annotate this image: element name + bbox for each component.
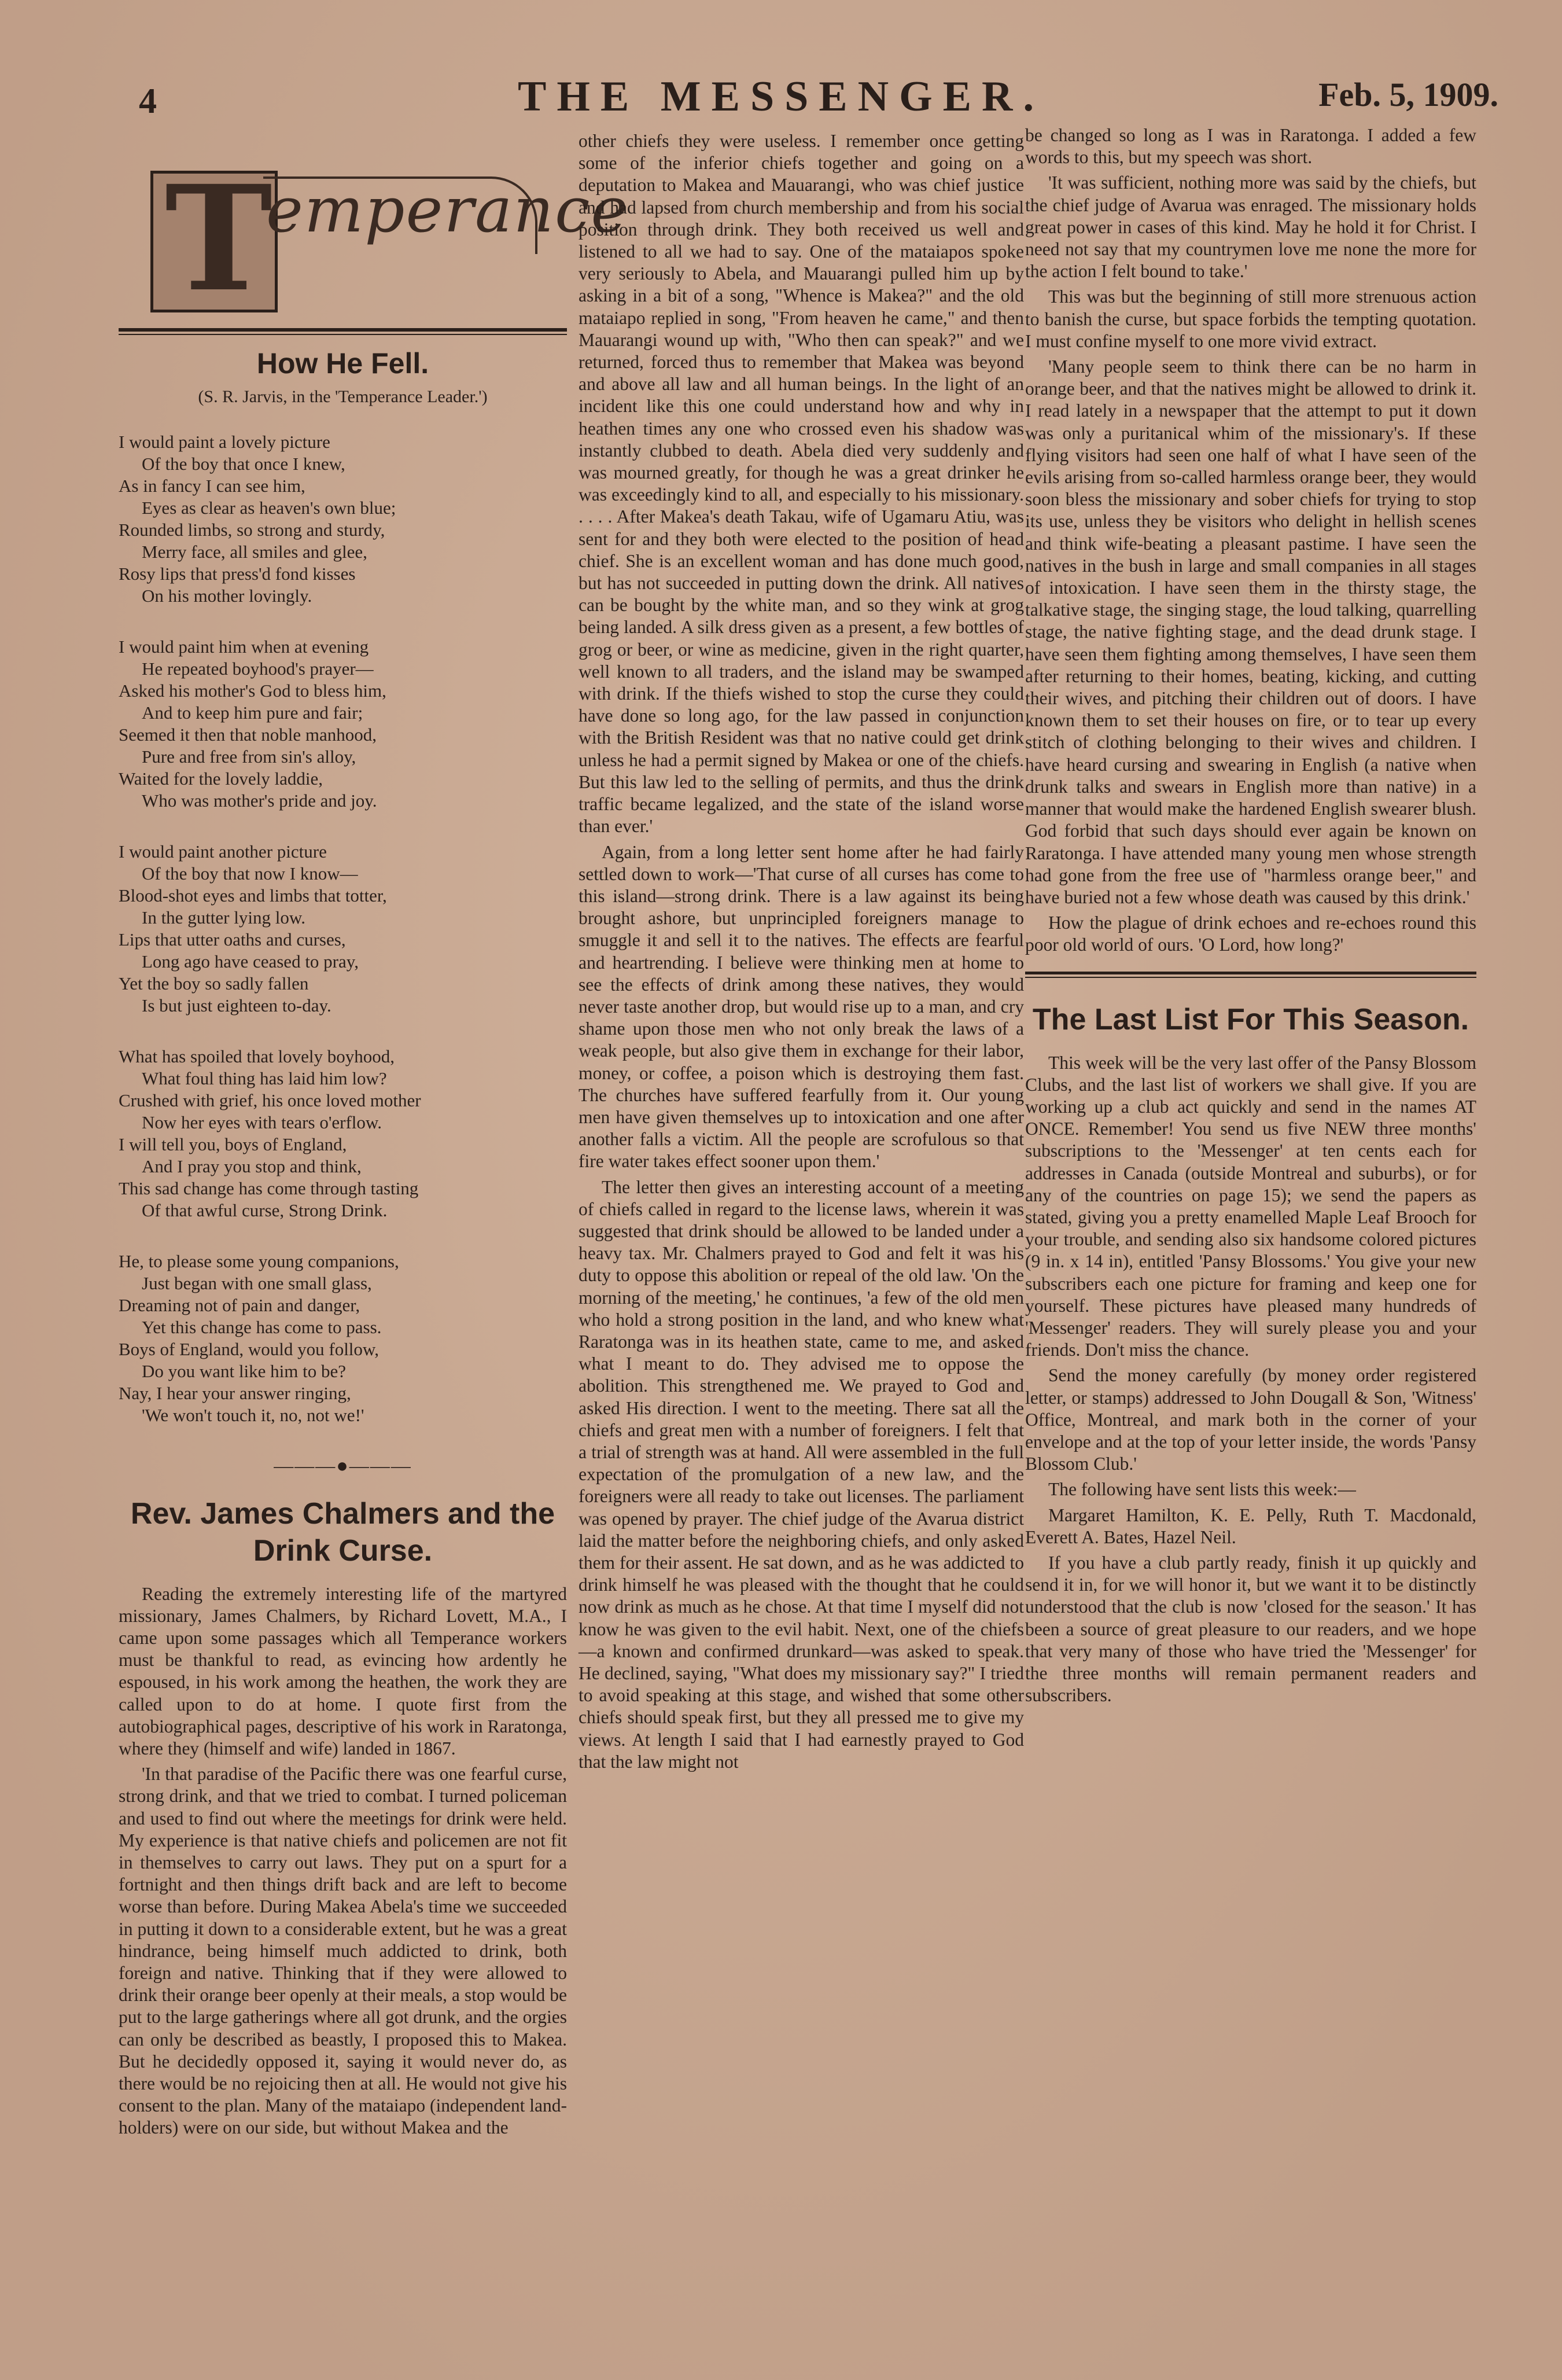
poem-body <box>119 431 567 1426</box>
poem-line: Is but just eighteen to-day. <box>142 995 331 1016</box>
chalmers-text-col3 <box>1025 124 1476 957</box>
paragraph: The letter then gives an interesting account of a meeting of chiefs called in regard to the license laws, wherein it was suggested that drink should be allowed to be landed under a heavy tax. Mr. Chalmers prayed to God and felt it was his duty to oppose this abolition or repeal of the old law. 'On the morning of the meeting,' he continues, 'a few of the old men who hold a strong position in the land, and who knew what Raratonga was in its heathen state, came to me, and asked what I meant to do. They advised me to oppose the abolition. This strengthened me. We prayed to God and asked His direction. I went to the meeting. There sat all the chiefs and great men with a number of foreigners. I felt that a trial of strength was at hand. All were assembled in the full expectation of the promulgation of a new law, and the foreigners were all ready to take out licenses. The parliament was opened by prayer. The chief judge of the Avarua district laid the matter before the neighboring chiefs, and only asked them for their assent. He sat down, and as he was addicted to drink himself he was pleased with the thought that he could now drink as much as he chose. At that time I myself did not know he was given to the evil habit. Next, one of the chiefs—a known and confirmed drunkard—was asked to speak. He declined, saying, "What does my missionary say?" I tried to avoid speaking at this stage, and wished that some other chiefs should speak first, but they all pressed me to give my views. At length I said that I had earnestly prayed to God that the law might not <box>579 1176 1024 1772</box>
poem-line: Asked his mother's God to bless him, <box>119 680 386 701</box>
poem-stanza <box>119 841 567 1017</box>
last-list-text <box>1025 1052 1476 1707</box>
poem-line: I would paint him when at evening <box>119 637 369 657</box>
poem-line: This sad change has come through tasting <box>119 1178 419 1199</box>
paragraph: This week will be the very last offer of the Pansy Blossom Clubs, and the last list of workers we shall give. If you are working up a club act quickly and send in the names AT ONCE. Remember! You send us five NEW three months' subscriptions to the 'Messenger' at ten cents each for addresses in Canada (outside Montreal and suburbs), or for any of the countries on page 15); we send the papers as stated, giving you a pretty enamelled Maple Leaf Brooch for your trouble, and sending also six handsome colored pictures (9 in. x 14 in), entitled 'Pansy Blossoms.' You give your new subscribers each one picture for framing and keep one for yourself. These pictures have pleased many hundreds of 'Messenger' readers. They will surely please you and your friends. Don't miss the chance. <box>1025 1052 1476 1360</box>
poem-line: Lips that utter oaths and curses, <box>119 929 346 950</box>
poem-line: Yet the boy so sadly fallen <box>119 973 309 994</box>
poem-line: Rosy lips that press'd fond kisses <box>119 564 356 584</box>
poem-line: Of the boy that once I knew, <box>142 454 345 474</box>
poem-line: He, to please some young companions, <box>119 1251 399 1272</box>
poem-line: Waited for the lovely laddie, <box>119 768 323 789</box>
paragraph: The following have sent lists this week:— <box>1048 1479 1356 1500</box>
poem-stanza <box>119 431 567 607</box>
paragraph: be changed so long as I was in Raratonga. I added a few words to this, but my speech was short. <box>1025 125 1476 168</box>
poem-line: I will tell you, boys of England, <box>119 1134 347 1155</box>
poem-line: Now her eyes with tears o'erflow. <box>142 1112 382 1133</box>
poem-line: Pure and free from sin's alloy, <box>142 746 356 767</box>
poem-stanza <box>119 636 567 812</box>
poem-line: Rounded limbs, so strong and sturdy, <box>119 520 385 540</box>
poem-line: Crushed with grief, his once loved mother <box>119 1090 421 1111</box>
chalmers-text-col2 <box>579 130 1024 1773</box>
paragraph: other chiefs they were useless. I remember once getting some of the inferior chiefs together and going on a deputation to Makea and Mauarangi, who was chief justice and had lapsed from church membership and from his social position through drink. They both received us well and listened to all we had to say. One of the mataiapos spoke very seriously to Abela, and Mauarangi pulled him up by asking in a bit of a song, "Whence is Makea?" and the old mataiapo replied in song, "From heaven he came," and then Mauarangi wound up with, "Who then can speak?" and we returned, forced thus to remember that Makea was beyond and above all law and all human beings. In the light of an incident like this one could understand how and why in heathen times any one who crossed even his shadow was instantly clubbed to death. Abela died very suddenly and was mourned greatly, for though he was a great drinker he was exceedingly kind to all, and especially to his missionary. . . . . After Makea's death Takau, wife of Ugamaru Atiu, was sent for and they both were elected to the position of head chief. She is an excellent woman and has done much good, but has not succeeded in putting down the drink. All natives can be bought by the white man, and so they wink at grog being landed. A silk dress given as a present, a few bottles of grog or beer, or wine as medicine, given in the right quarter, well known to all traders, and the island may be swamped with drink. If the thiefs wished to stop the curse they could have done so long ago, for the law passed in conjunction with the British Resident was that no native could get drink unless he had a permit signed by Makea or one of the chiefs. But this law led to the selling of permits, and thus the drink traffic became legalized, and the state of the island worse than ever.' <box>579 131 1024 837</box>
paragraph: 'In that paradise of the Pacific there was one fearful curse, strong drink, and that we tried to combat. I turned policeman and used to find out where the meetings for drink were held. My experience is that native chiefs and policemen are not fit in themselves to carry out laws. They put on a spurt for a fortnight and then things drift back and are left to become worse than before. During Makea Abela's time we succeeded in putting it down to a considerable extent, but he was a great hindrance, being himself much addicted to drink, both foreign and native. Thinking that if they were allowed to drink their orange beer openly at their meals, a stop would be put to the large gatherings where all got drunk, and the orgies can only be described as beastly, I proposed this to Makea. But he decidedly opposed it, saying it would never do, as there would be no rejoicing then at all. He would not give his consent to the plan. Many of the mataiapo (independent land-holders) were on our side, but without Makea and the <box>119 1764 568 2138</box>
poem-line: Just began with one small glass, <box>142 1273 372 1294</box>
poem-byline: (S. R. Jarvis, in the 'Temperance Leader.') <box>198 387 488 407</box>
poem-line: And to keep him pure and fair; <box>142 702 363 723</box>
poem-title: How He Fell. <box>256 347 429 380</box>
poem-line: He repeated boyhood's prayer— <box>142 659 374 679</box>
poem-line: In the gutter lying low. <box>142 907 305 928</box>
poem-line: And I pray you stop and think, <box>142 1156 362 1177</box>
poem-line: I would paint a lovely picture <box>119 432 330 453</box>
ornament-divider: ———●——— <box>274 1455 412 1477</box>
paragraph: 'It was sufficient, nothing more was said by the chiefs, but the chief judge of Avarua was enraged. The missionary holds great power in cases of this kind. May he hold it for Christ. I need not say that my countrymen love me none the more for the action I felt bound to take.' <box>1025 172 1476 282</box>
logo-word: emperance <box>266 174 629 247</box>
poem-stanza <box>119 1250 567 1426</box>
poem-line: What has spoiled that lovely boyhood, <box>119 1046 395 1067</box>
poem-line: Boys of England, would you follow, <box>119 1339 380 1360</box>
poem-line: As in fancy I can see him, <box>119 476 305 496</box>
paragraph: Send the money carefully (by money order registered letter, or stamps) addressed to John Dougall & Son, 'Witness' Office, Montreal, and mark both in the corner of your envelope and at the top of your letter inside, the words 'Pansy Blossom Club.' <box>1025 1365 1476 1474</box>
last-list-title: The Last List For This Season. <box>1032 1002 1469 1036</box>
poem-line: Blood-shot eyes and limbs that totter, <box>119 885 387 906</box>
poem-line: Do you want like him to be? <box>142 1361 346 1382</box>
poem-line: What foul thing has laid him low? <box>142 1068 387 1089</box>
issue-date: Feb. 5, 1909. <box>1318 76 1498 113</box>
poem-line: Of that awful curse, Strong Drink. <box>142 1200 388 1221</box>
chalmers-title: Rev. James Chalmers and the Drink Curse. <box>130 1496 555 1568</box>
poem-line: 'We won't touch it, no, not we!' <box>142 1405 364 1426</box>
section-rule <box>119 328 567 335</box>
paragraph: Reading the extremely interesting life of the martyred missionary, James Chalmers, by Richard Lovett, M.A., I came upon some passages which all Temperance workers must be thankful to read, as evincing how ardently he espoused, in his work among the heathen, the work they are called upon to do at home. I quote first from the autobiographical pages, descriptive of his work in Raratonga, where they (himself and wife) landed in 1867. <box>119 1583 567 1759</box>
paragraph: If you have a club partly ready, finish it up quickly and send it in, for we will honor it, but we want it to be distinctly understood that the club is now 'closed for the season.' It has been a source of great pleasure to our readers, and we hope that very many of those who have tried the 'Messenger' for the three months will remain permanent readers and subscribers. <box>1025 1552 1476 1706</box>
chalmers-text-col1 <box>119 1583 567 2139</box>
logo-initial: T <box>165 153 273 323</box>
poem-line: Long ago have ceased to pray, <box>142 951 359 972</box>
column-middle <box>579 130 1024 1776</box>
poem-line: Who was mother's pride and joy. <box>142 790 377 811</box>
poem-line: Of the boy that now I know— <box>142 863 358 884</box>
poem-line: Eyes as clear as heaven's own blue; <box>142 498 396 518</box>
poem-line: Dreaming not of pain and danger, <box>119 1295 360 1316</box>
poem-line: Merry face, all smiles and glee, <box>142 542 367 562</box>
poem-line: Seemed it then that noble manhood, <box>119 724 377 745</box>
column-right <box>1025 124 1476 1710</box>
paragraph: How the plague of drink echoes and re-echoes round this poor old world of ours. 'O Lord, how long?' <box>1025 913 1476 955</box>
poem-line: On his mother lovingly. <box>142 586 312 606</box>
paragraph: 'Many people seem to think there can be no harm in orange beer, and that the natives might be allowed to drink it. I read lately in a newspaper that the attempt to put it down was only a puritanical whim of the missionary's. If these flying visitors had seen one half of what I have seen of the evils arising from so-called harmless orange beer, they would soon bless the missionary and sober chiefs for trying to stop its use, unless they be visitors who delight in hellish scenes and think wife-beating a pleasant pastime. I have seen the natives in the bush in large and small companies in all stages of intoxication. I have seen them in the thirsty stage, the talkative stage, the singing stage, the loud talking, quarrelling stage, the native fighting stage, and the dead drunk stage. I have seen them fighting among themselves, I have seen them after returning to their homes, beating, kicking, and cutting their wives, and pitching their children out of doors. I have known them to set their houses on fire, or to tear up every stitch of clothing belonging to their wives and children. I have heard cursing and swearing in English (a native when drunk talks and swears in English more than native) in a manner that would make the hardened English swearer blush. God forbid that such days should ever again be known on Raratonga. I have attended many young men whose strength had gone from the free use of "harmless orange beer," and have buried not a few whose death was caused by this drink.' <box>1025 356 1476 907</box>
poem-line: Yet this change has come to pass. <box>142 1317 382 1338</box>
poem-stanza <box>119 1046 567 1222</box>
paragraph: This was but the beginning of still more strenuous action to banish the curse, but space forbids the tempting quotation. I must confine myself to one more vivid extract. <box>1025 286 1476 351</box>
paragraph: Margaret Hamilton, K. E. Pelly, Ruth T. Macdonald, Everett A. Bates, Hazel Neil. <box>1025 1504 1476 1547</box>
poem-line: Nay, I hear your answer ringing, <box>119 1383 351 1404</box>
paragraph: Again, from a long letter sent home after he had fairly settled down to work—'That curse of all curses has come to this island—strong drink. There is a law against its being brought ashore, but unprincipled foreigners manage to smuggle it and sell it to the natives. The effects are fearful and heartrending. I believe were thinking men at home to see the effects of drink among these natives, they would never taste another drop, but would rise up to a man, and cry shame upon those men who not only break the laws of a weak people, but also give them in exchange for their labor, money, or coffee, a poison which is destroying them fast. The churches have suffered fearfully from it. Our young men have given themselves up to intoxication and one after another falls a victim. All the people are scrofulous so that fire water takes effect sooner upon them.' <box>579 841 1024 1172</box>
masthead-title: THE MESSENGER. <box>518 73 1044 120</box>
page-number: 4 <box>139 82 157 121</box>
temperance-logo <box>119 153 629 323</box>
column-left <box>119 133 629 2143</box>
section-rule <box>1025 972 1476 978</box>
poem-line: I would paint another picture <box>119 841 327 862</box>
